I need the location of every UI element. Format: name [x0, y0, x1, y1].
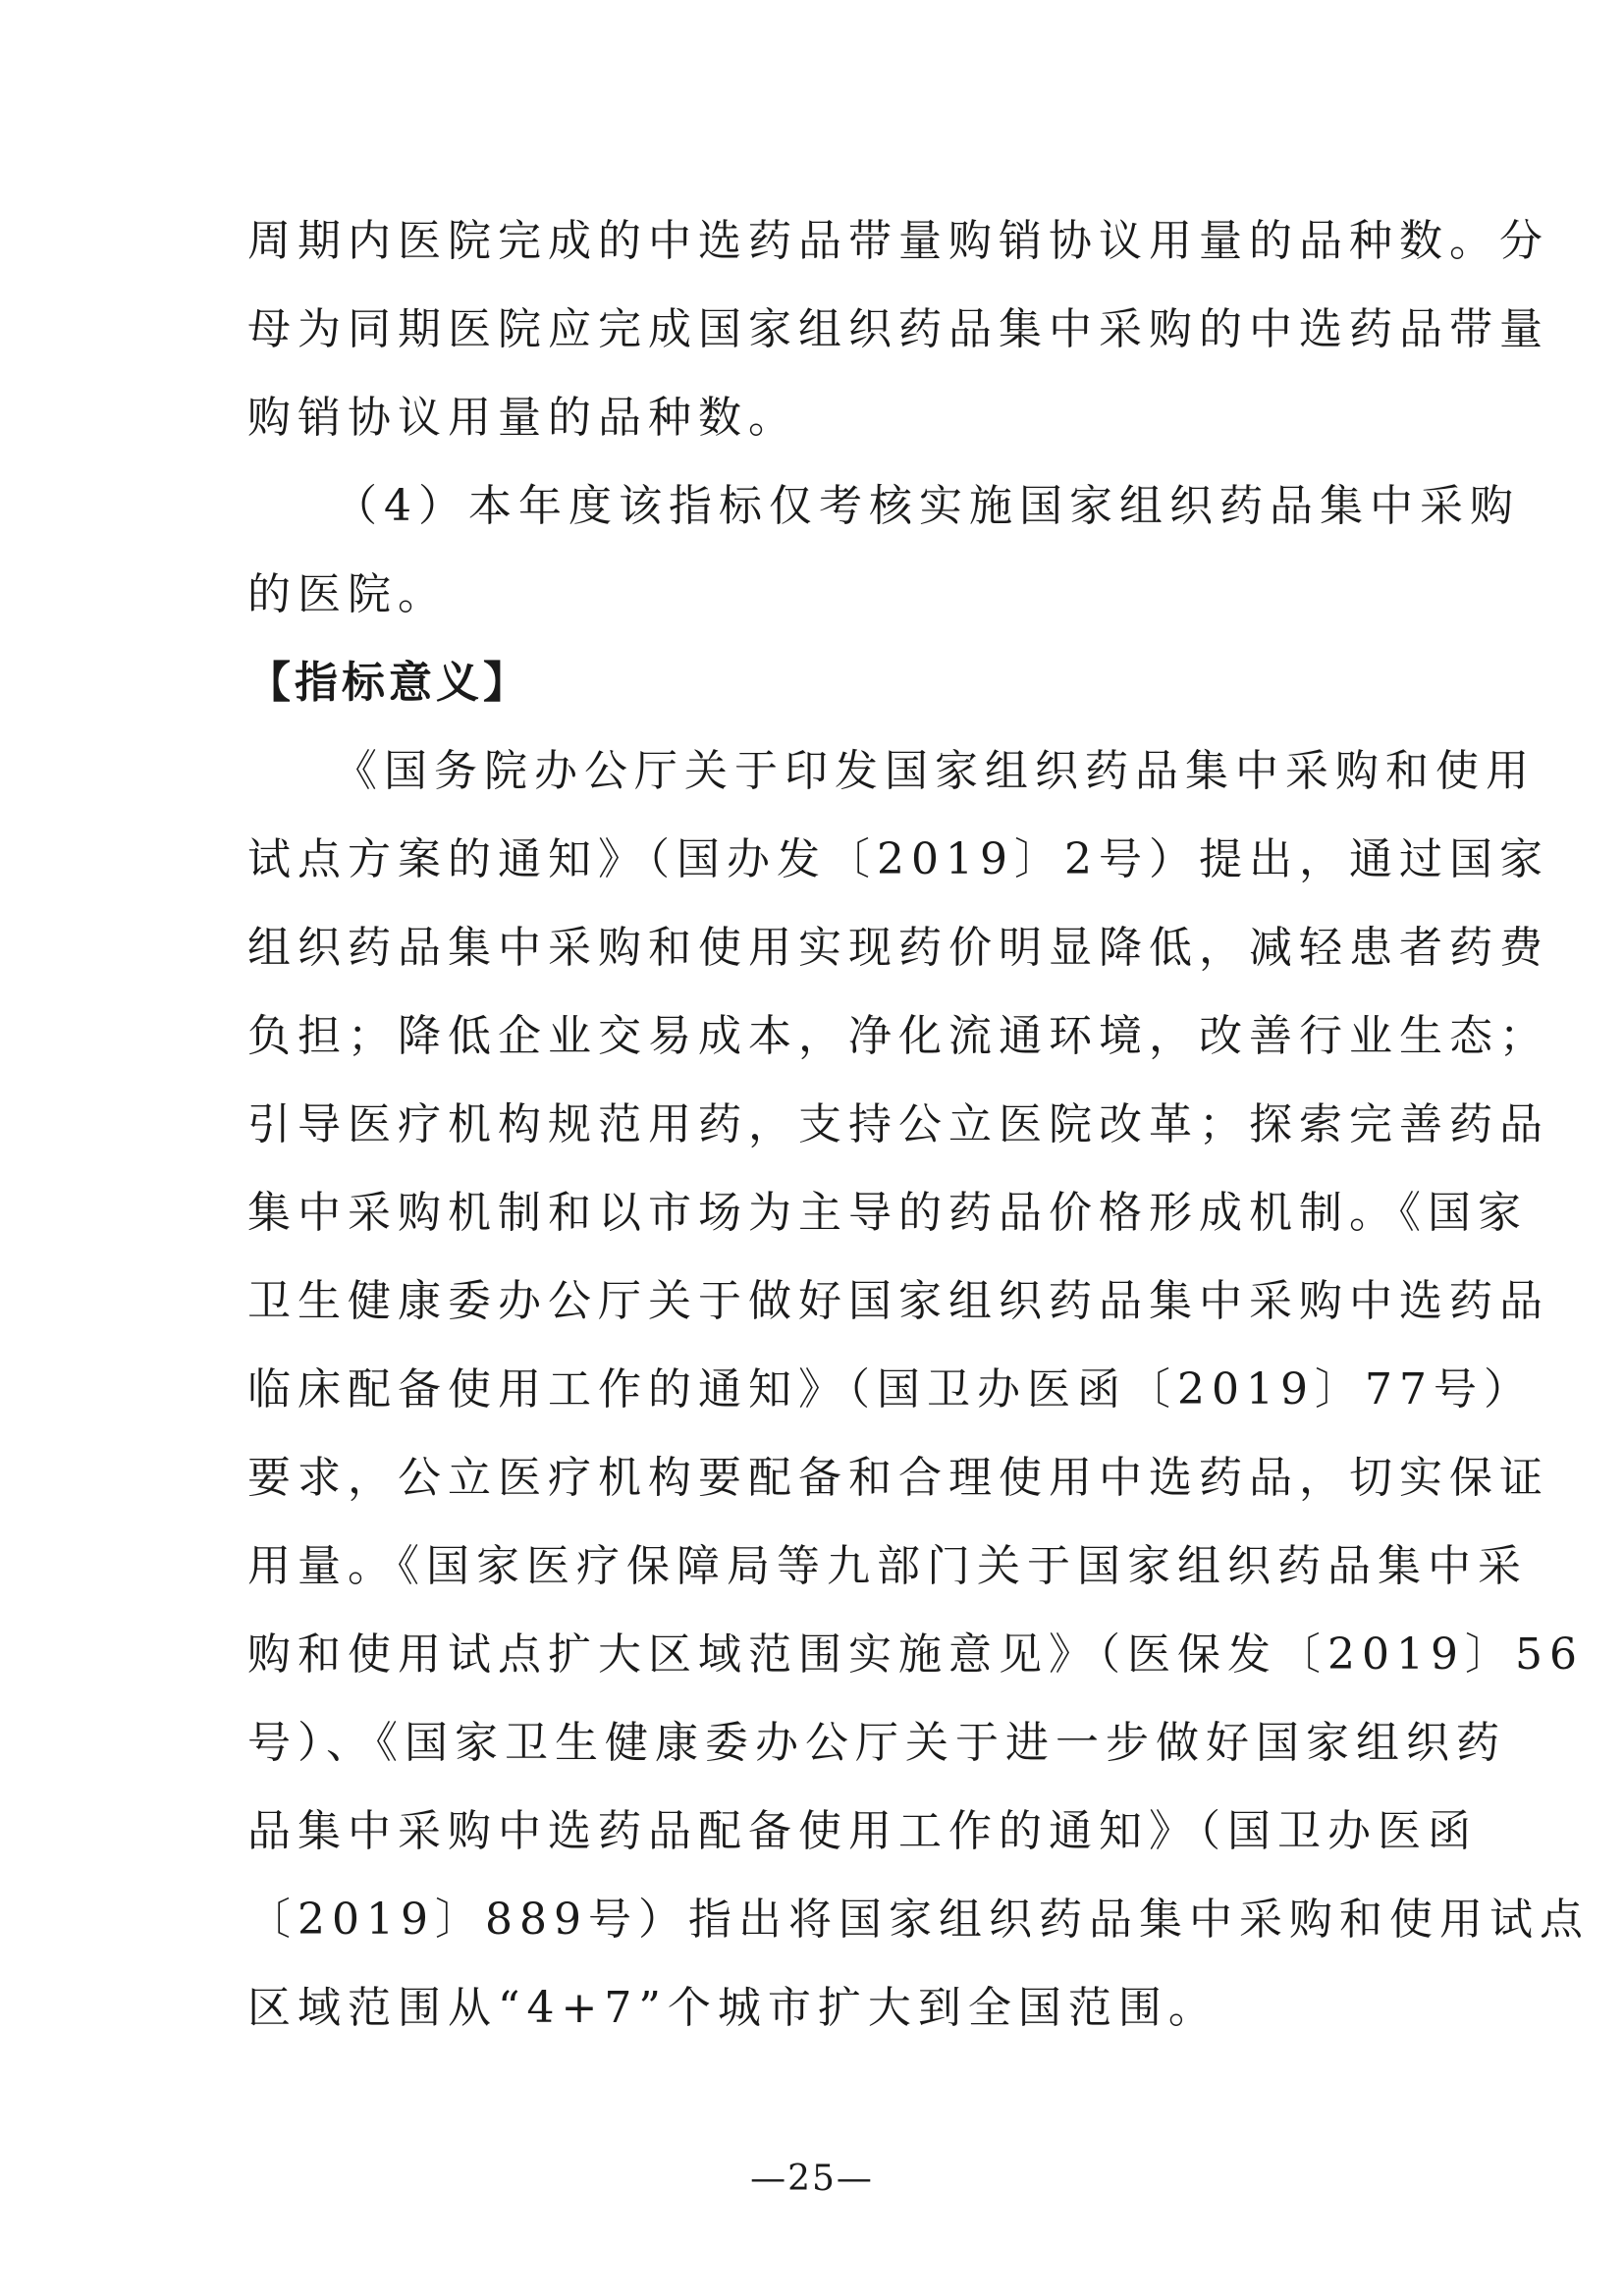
- paragraph-3-line-1: 《国务院办公厅关于印发国家组织药品集中采购和使用: [334, 746, 1536, 796]
- paragraph-3-line-4: 负担；降低企业交易成本，净化流通环境，改善行业生态；: [247, 1011, 1549, 1061]
- section-heading: 【指标意义】: [247, 658, 530, 708]
- paragraph-2-line-2: 的医院。: [247, 569, 448, 619]
- paragraph-3-line-15: 区域范围从“4+7”个城市扩大到全国范围。: [247, 1983, 1218, 2033]
- paragraph-3-line-3: 组织药品集中采购和使用实现药价明显降低，减轻患者药费: [247, 923, 1549, 973]
- paragraph-2-line-1: （4）本年度该指标仅考核实施国家组织药品集中采购: [334, 481, 1520, 531]
- paragraph-1-line-2: 母为同期医院应完成国家组织药品集中采购的中选药品带量: [247, 304, 1549, 354]
- paragraph-3-line-8: 临床配备使用工作的通知》（国卫办医函〔2019〕77号）: [247, 1364, 1534, 1415]
- paragraph-1-line-1: 周期内医院完成的中选药品带量购销协议用量的品种数。分: [247, 216, 1549, 266]
- page-number: —25—: [750, 2159, 874, 2199]
- paragraph-3-line-13: 品集中采购中选药品配备使用工作的通知》（国卫办医函: [247, 1806, 1478, 1856]
- paragraph-3-line-14: 〔2019〕889号）指出将国家组织药品集中采购和使用试点: [247, 1895, 1590, 1945]
- paragraph-3-line-11: 购和使用试点扩大区域范围实施意见》（医保发〔2019〕56: [247, 1629, 1584, 1680]
- paragraph-3-line-9: 要求，公立医疗机构要配备和合理使用中选药品，切实保证: [247, 1453, 1549, 1503]
- paragraph-3-line-2: 试点方案的通知》（国办发〔2019〕2号）提出，通过国家: [247, 834, 1549, 884]
- paragraph-1-line-3: 购销协议用量的品种数。: [247, 393, 798, 443]
- paragraph-3-line-10: 用量。《国家医疗保障局等九部门关于国家组织药品集中采: [247, 1541, 1528, 1591]
- paragraph-3-line-6: 集中采购机制和以市场为主导的药品价格形成机制。《国家: [247, 1188, 1528, 1238]
- paragraph-3-line-12: 号）、《国家卫生健康委办公厅关于进一步做好国家组织药: [247, 1718, 1506, 1768]
- paragraph-3-line-5: 引导医疗机构规范用药，支持公立医院改革；探索完善药品: [247, 1099, 1549, 1149]
- paragraph-3-line-7: 卫生健康委办公厅关于做好国家组织药品集中采购中选药品: [247, 1276, 1549, 1326]
